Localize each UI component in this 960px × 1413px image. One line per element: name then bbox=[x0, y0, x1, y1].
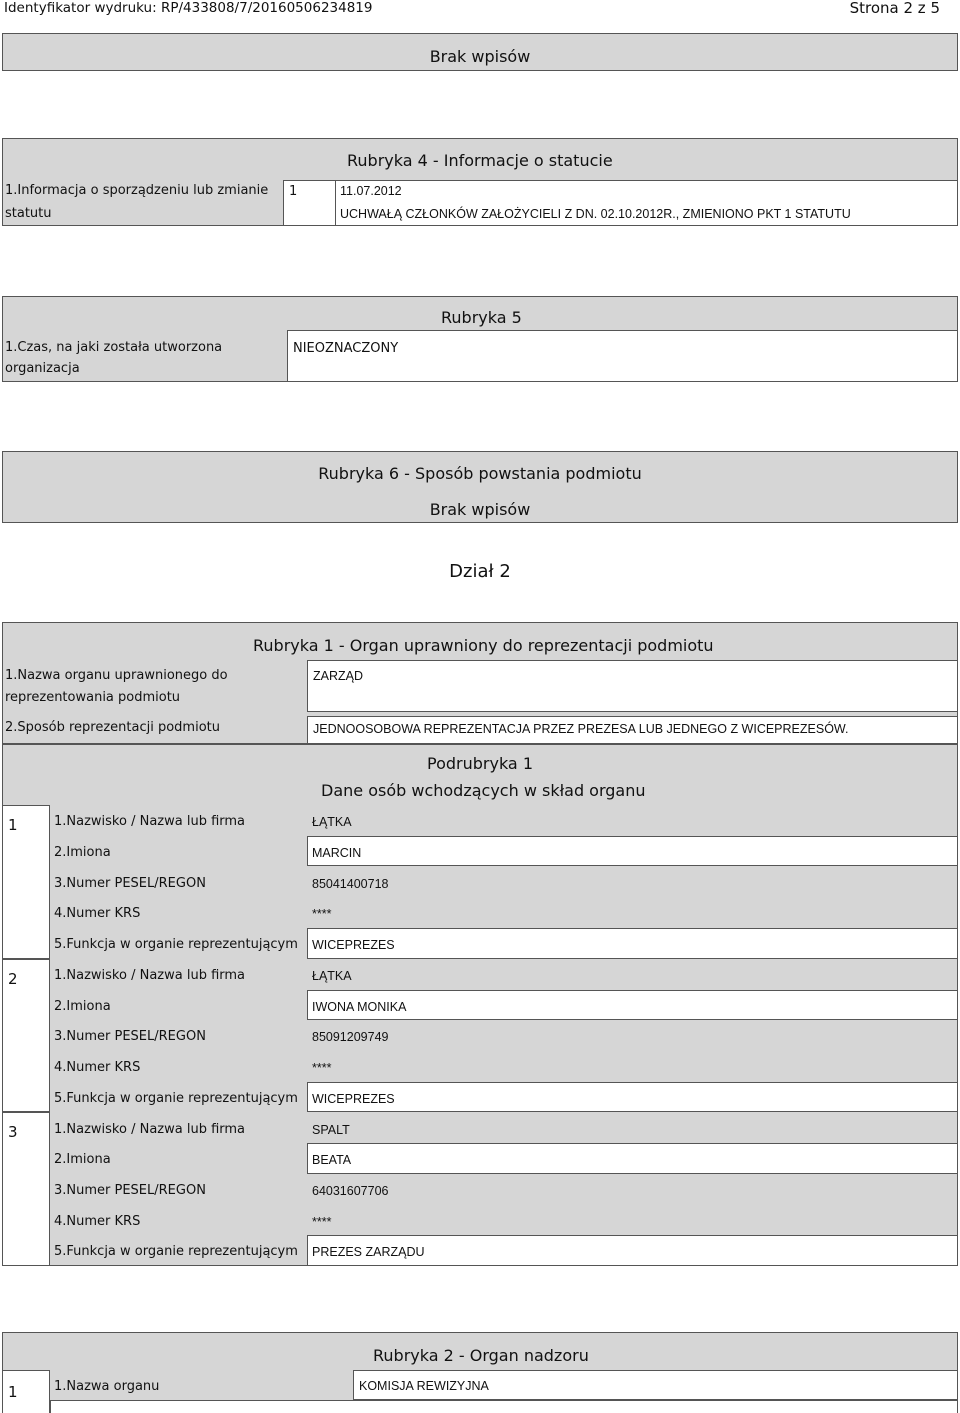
person-1-value-name: ŁĄTKA bbox=[312, 815, 352, 829]
d2r1-label1-line1: 1.Nazwa organu uprawnionego do bbox=[5, 668, 228, 683]
no-entries-box bbox=[2, 33, 958, 71]
rubryka-6-section bbox=[2, 451, 958, 523]
person-2-label-function: 5.Funkcja w organie reprezentującym bbox=[54, 1091, 298, 1106]
person-1-value-pesel: 85041400718 bbox=[312, 877, 389, 891]
rubryka-4-title: Rubryka 4 - Informacje o statucie bbox=[347, 151, 613, 170]
person-2-label-pesel: 3.Numer PESEL/REGON bbox=[54, 1029, 206, 1044]
person-1-label-pesel: 3.Numer PESEL/REGON bbox=[54, 876, 206, 891]
person-1-label-krs: 4.Numer KRS bbox=[54, 906, 141, 921]
section-heading-dzial: Dział 2 bbox=[449, 561, 511, 582]
r4-text: UCHWAŁĄ CZŁONKÓW ZAŁOŻYCIELI Z DN. 02.10.2012R., ZMIENIONO PKT 1 STATUTU bbox=[340, 207, 851, 221]
r5-value: NIEOZNACZONY bbox=[293, 341, 399, 356]
person-3-label-firstname: 2.Imiona bbox=[54, 1152, 111, 1167]
rubryka-6-value: Brak wpisów bbox=[429, 500, 531, 519]
d2r1-label1-line2: reprezentowania podmiotu bbox=[5, 690, 181, 705]
d2r1-value1-cell bbox=[307, 660, 958, 712]
person-3-num-cell bbox=[2, 1112, 50, 1266]
r4-num: 1 bbox=[289, 184, 298, 199]
person-3-label-name: 1.Nazwisko / Nazwa lub firma bbox=[54, 1122, 246, 1137]
person-3-value-pesel: 64031607706 bbox=[312, 1184, 389, 1198]
r5-label-line1: 1.Czas, na jaki została utworzona bbox=[5, 340, 223, 355]
rubryka-6-title: Rubryka 6 - Sposób powstania podmiotu bbox=[318, 464, 642, 483]
person-1-label-function: 5.Funkcja w organie reprezentującym bbox=[54, 937, 298, 952]
person-1-firstname-cell bbox=[307, 836, 958, 866]
r5-label-line2: organizacja bbox=[5, 361, 80, 376]
d2r1-value1: ZARZĄD bbox=[313, 669, 363, 683]
podrubryka-1-subtitle: Dane osób wchodzących w skład organu bbox=[321, 781, 646, 800]
person-2-label-firstname: 2.Imiona bbox=[54, 999, 111, 1014]
d2r1-label2: 2.Sposób reprezentacji podmiotu bbox=[5, 720, 220, 735]
person-1-value-firstname: MARCIN bbox=[312, 846, 362, 860]
person-2-label-krs: 4.Numer KRS bbox=[54, 1060, 141, 1075]
person-2-function-cell bbox=[307, 1082, 958, 1112]
person-2-value-name: ŁĄTKA bbox=[312, 969, 352, 983]
r4-date: 11.07.2012 bbox=[340, 184, 402, 198]
d2r2-value-cell bbox=[353, 1370, 958, 1400]
rubryka-5-title: Rubryka 5 bbox=[441, 308, 522, 327]
person-1-num: 1 bbox=[8, 816, 18, 834]
r4-value-cell bbox=[335, 180, 958, 226]
person-1-num-cell bbox=[2, 805, 50, 959]
person-2-label-name: 1.Nazwisko / Nazwa lub firma bbox=[54, 968, 246, 983]
r4-label-line2: statutu bbox=[5, 206, 52, 221]
person-1-label-name: 1.Nazwisko / Nazwa lub firma bbox=[54, 814, 246, 829]
print-identifier: Identyfikator wydruku: RP/433808/7/20160506234819 bbox=[4, 0, 373, 16]
person-2-num: 2 bbox=[8, 970, 18, 988]
d2-rubryka-1-title: Rubryka 1 - Organ uprawniony do reprezentacji podmiotu bbox=[253, 636, 714, 655]
person-3-label-krs: 4.Numer KRS bbox=[54, 1214, 141, 1229]
d2r2-value: KOMISJA REWIZYJNA bbox=[359, 1379, 489, 1393]
d2r1-value2-cell bbox=[307, 716, 958, 744]
podrubryka-1-title: Podrubryka 1 bbox=[427, 754, 533, 773]
person-1-function-cell bbox=[307, 928, 958, 959]
d2r2-next-row bbox=[50, 1400, 958, 1413]
person-3-value-firstname: BEATA bbox=[312, 1153, 352, 1167]
person-3-label-pesel: 3.Numer PESEL/REGON bbox=[54, 1183, 206, 1198]
no-entries-text: Brak wpisów bbox=[429, 47, 531, 66]
d2-rubryka-2-title: Rubryka 2 - Organ nadzoru bbox=[373, 1346, 589, 1365]
d2r1-value2: JEDNOOSOBOWA REPREZENTACJA PRZEZ PREZESA LUB JEDNEGO Z WICEPREZESÓW. bbox=[313, 722, 849, 736]
person-2-value-firstname: IWONA MONIKA bbox=[312, 1000, 407, 1014]
person-2-value-krs: **** bbox=[312, 1061, 332, 1075]
person-2-value-pesel: 85091209749 bbox=[312, 1030, 389, 1044]
person-1-label-firstname: 2.Imiona bbox=[54, 845, 111, 860]
d2r2-num: 1 bbox=[8, 1383, 18, 1401]
person-1-value-function: WICEPREZES bbox=[312, 938, 395, 952]
person-3-value-function: PREZES ZARZĄDU bbox=[312, 1245, 425, 1259]
person-1-value-krs: **** bbox=[312, 907, 332, 921]
person-2-num-cell bbox=[2, 959, 50, 1112]
r5-value-cell bbox=[287, 330, 958, 382]
person-3-label-function: 5.Funkcja w organie reprezentującym bbox=[54, 1244, 298, 1259]
person-2-value-function: WICEPREZES bbox=[312, 1092, 395, 1106]
page-number: Strona 2 z 5 bbox=[849, 0, 940, 17]
r4-label-line1: 1.Informacja o sporządzeniu lub zmianie bbox=[5, 183, 269, 198]
person-3-value-name: SPALT bbox=[312, 1123, 350, 1137]
r4-num-cell bbox=[283, 180, 336, 226]
person-3-firstname-cell bbox=[307, 1143, 958, 1174]
d2r2-num-cell bbox=[2, 1370, 50, 1413]
d2r2-label: 1.Nazwa organu bbox=[54, 1379, 160, 1394]
person-3-value-krs: **** bbox=[312, 1215, 332, 1229]
person-3-num: 3 bbox=[8, 1123, 18, 1141]
